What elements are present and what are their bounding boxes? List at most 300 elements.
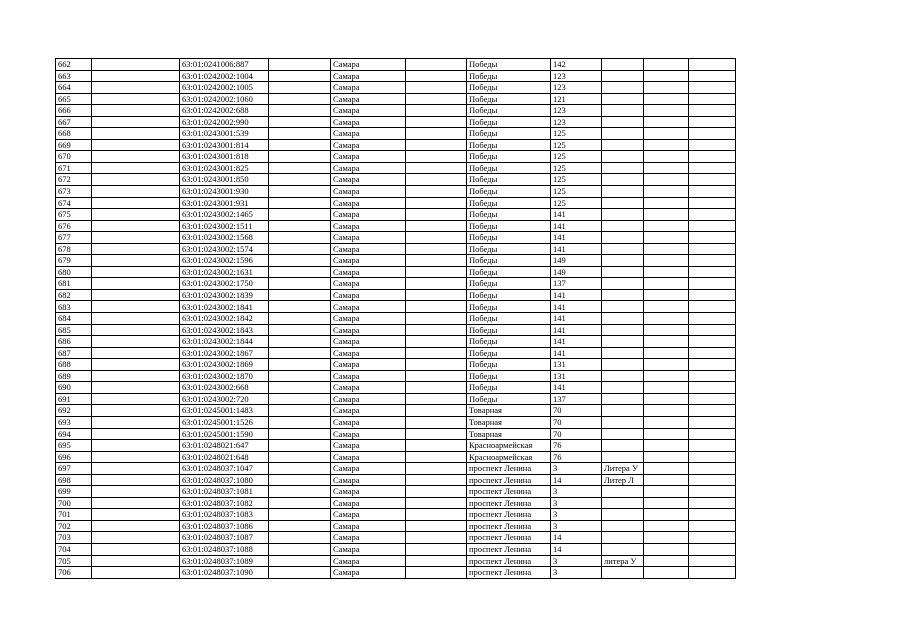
row-number-cell: 676 — [56, 220, 92, 232]
cadastral-number-cell: 63:01:0248037:1080 — [180, 474, 269, 486]
col-b-cell — [92, 128, 180, 140]
cadastral-number-cell: 63:01:0243002:1511 — [180, 220, 269, 232]
cadastral-number-cell: 63:01:0242002:1004 — [180, 70, 269, 82]
col-b-cell — [92, 255, 180, 267]
cadastral-number-cell: 63:01:0243001:814 — [180, 139, 269, 151]
street-cell: проспект Ленина — [467, 567, 551, 579]
col-d-cell — [269, 301, 331, 313]
col-j-cell — [644, 82, 689, 94]
house-number-cell: 131 — [551, 359, 602, 371]
table-row — [56, 486, 736, 498]
col-f-cell — [406, 474, 467, 486]
col-b-cell — [92, 509, 180, 521]
row-number-cell: 700 — [56, 497, 92, 509]
col-k-cell — [689, 278, 736, 290]
street-cell: Победы — [467, 313, 551, 325]
row-number-cell: 668 — [56, 128, 92, 140]
col-b-cell — [92, 405, 180, 417]
row-number-cell: 702 — [56, 520, 92, 532]
street-cell: Победы — [467, 139, 551, 151]
col-k-cell — [689, 520, 736, 532]
cadastral-number-cell: 63:01:0243002:720 — [180, 393, 269, 405]
city-cell: Самара — [331, 151, 406, 163]
cadastral-number-cell: 63:01:0242002:1005 — [180, 82, 269, 94]
street-cell: Победы — [467, 278, 551, 290]
city-cell: Самара — [331, 162, 406, 174]
city-cell: Самара — [331, 139, 406, 151]
city-cell: Самара — [331, 324, 406, 336]
street-cell: Товарная — [467, 428, 551, 440]
cadastral-number-cell: 63:01:0248021:648 — [180, 451, 269, 463]
table-row — [56, 220, 736, 232]
table-row — [56, 474, 736, 486]
col-k-cell — [689, 116, 736, 128]
cadastral-number-cell: 63:01:0243002:1596 — [180, 255, 269, 267]
col-d-cell — [269, 451, 331, 463]
house-number-cell: 141 — [551, 336, 602, 348]
col-b-cell — [92, 174, 180, 186]
col-b-cell — [92, 451, 180, 463]
col-j-cell — [644, 174, 689, 186]
col-f-cell — [406, 532, 467, 544]
col-b-cell — [92, 336, 180, 348]
col-k-cell — [689, 463, 736, 475]
city-cell: Самара — [331, 70, 406, 82]
cadastral-number-cell: 63:01:0248037:1081 — [180, 486, 269, 498]
col-b-cell — [92, 105, 180, 117]
house-number-cell: 125 — [551, 197, 602, 209]
building-letter-cell — [602, 105, 644, 117]
col-k-cell — [689, 162, 736, 174]
house-number-cell: 141 — [551, 301, 602, 313]
col-b-cell — [92, 486, 180, 498]
street-cell: проспект Ленина — [467, 474, 551, 486]
col-b-cell — [92, 370, 180, 382]
street-cell: Победы — [467, 105, 551, 117]
col-f-cell — [406, 440, 467, 452]
city-cell: Самара — [331, 59, 406, 71]
col-d-cell — [269, 532, 331, 544]
street-cell: Победы — [467, 220, 551, 232]
house-number-cell: 3 — [551, 520, 602, 532]
city-cell: Самара — [331, 82, 406, 94]
col-d-cell — [269, 232, 331, 244]
row-number-cell: 693 — [56, 416, 92, 428]
table-row — [56, 336, 736, 348]
col-b-cell — [92, 555, 180, 567]
col-j-cell — [644, 162, 689, 174]
col-j-cell — [644, 347, 689, 359]
row-number-cell: 665 — [56, 93, 92, 105]
col-k-cell — [689, 220, 736, 232]
col-f-cell — [406, 463, 467, 475]
col-j-cell — [644, 324, 689, 336]
col-f-cell — [406, 555, 467, 567]
col-f-cell — [406, 382, 467, 394]
house-number-cell: 3 — [551, 463, 602, 475]
col-k-cell — [689, 324, 736, 336]
col-j-cell — [644, 266, 689, 278]
col-f-cell — [406, 220, 467, 232]
col-k-cell — [689, 139, 736, 151]
col-j-cell — [644, 555, 689, 567]
table-row — [56, 82, 736, 94]
house-number-cell: 142 — [551, 59, 602, 71]
building-letter-cell — [602, 232, 644, 244]
building-letter-cell — [602, 174, 644, 186]
col-k-cell — [689, 428, 736, 440]
city-cell: Самара — [331, 105, 406, 117]
col-f-cell — [406, 186, 467, 198]
col-d-cell — [269, 405, 331, 417]
house-number-cell: 141 — [551, 243, 602, 255]
col-f-cell — [406, 359, 467, 371]
col-d-cell — [269, 313, 331, 325]
col-b-cell — [92, 567, 180, 579]
cadastral-number-cell: 63:01:0243002:1869 — [180, 359, 269, 371]
col-k-cell — [689, 289, 736, 301]
house-number-cell: 149 — [551, 255, 602, 267]
building-letter-cell — [602, 116, 644, 128]
building-letter-cell — [602, 382, 644, 394]
cadastral-number-cell: 63:01:0243001:825 — [180, 162, 269, 174]
building-letter-cell — [602, 416, 644, 428]
building-letter-cell — [602, 93, 644, 105]
street-cell: Победы — [467, 382, 551, 394]
house-number-cell: 14 — [551, 474, 602, 486]
street-cell: Победы — [467, 209, 551, 221]
house-number-cell: 141 — [551, 232, 602, 244]
col-j-cell — [644, 405, 689, 417]
col-b-cell — [92, 209, 180, 221]
street-cell: Победы — [467, 174, 551, 186]
row-number-cell: 679 — [56, 255, 92, 267]
col-b-cell — [92, 497, 180, 509]
street-cell: Победы — [467, 151, 551, 163]
row-number-cell: 689 — [56, 370, 92, 382]
cadastral-number-cell: 63:01:0245001:1590 — [180, 428, 269, 440]
city-cell: Самара — [331, 255, 406, 267]
city-cell: Самара — [331, 209, 406, 221]
cadastral-number-cell: 63:01:0248021:647 — [180, 440, 269, 452]
house-number-cell: 141 — [551, 382, 602, 394]
col-k-cell — [689, 497, 736, 509]
house-number-cell: 149 — [551, 266, 602, 278]
col-f-cell — [406, 70, 467, 82]
col-d-cell — [269, 162, 331, 174]
city-cell: Самара — [331, 197, 406, 209]
table-row — [56, 139, 736, 151]
city-cell: Самара — [331, 463, 406, 475]
col-b-cell — [92, 416, 180, 428]
building-letter-cell — [602, 186, 644, 198]
city-cell: Самара — [331, 243, 406, 255]
col-k-cell — [689, 370, 736, 382]
row-number-cell: 703 — [56, 532, 92, 544]
table-row — [56, 174, 736, 186]
cadastral-number-cell: 63:01:0243002:1870 — [180, 370, 269, 382]
table-row — [56, 59, 736, 71]
row-number-cell: 681 — [56, 278, 92, 290]
row-number-cell: 670 — [56, 151, 92, 163]
col-j-cell — [644, 289, 689, 301]
street-cell: Победы — [467, 116, 551, 128]
col-j-cell — [644, 255, 689, 267]
cadastral-number-cell: 63:01:0243002:1843 — [180, 324, 269, 336]
col-f-cell — [406, 336, 467, 348]
building-letter-cell — [602, 428, 644, 440]
col-k-cell — [689, 567, 736, 579]
building-letter-cell — [602, 359, 644, 371]
city-cell: Самара — [331, 232, 406, 244]
cadastral-number-cell: 63:01:0243002:1867 — [180, 347, 269, 359]
row-number-cell: 672 — [56, 174, 92, 186]
col-b-cell — [92, 116, 180, 128]
cadastral-number-cell: 63:01:0243002:1844 — [180, 336, 269, 348]
col-k-cell — [689, 186, 736, 198]
col-k-cell — [689, 474, 736, 486]
col-d-cell — [269, 209, 331, 221]
city-cell: Самара — [331, 393, 406, 405]
city-cell: Самара — [331, 567, 406, 579]
table-row — [56, 497, 736, 509]
table-row — [56, 186, 736, 198]
col-f-cell — [406, 116, 467, 128]
city-cell: Самара — [331, 497, 406, 509]
row-number-cell: 686 — [56, 336, 92, 348]
cadastral-number-cell: 63:01:0243001:818 — [180, 151, 269, 163]
table-row — [56, 116, 736, 128]
street-cell: Победы — [467, 359, 551, 371]
table-row — [56, 428, 736, 440]
col-k-cell — [689, 93, 736, 105]
cadastral-number-cell: 63:01:0242002:1060 — [180, 93, 269, 105]
building-letter-cell — [602, 70, 644, 82]
col-d-cell — [269, 151, 331, 163]
col-d-cell — [269, 416, 331, 428]
col-d-cell — [269, 497, 331, 509]
table-row — [56, 463, 736, 475]
col-b-cell — [92, 162, 180, 174]
col-k-cell — [689, 59, 736, 71]
city-cell: Самара — [331, 301, 406, 313]
col-f-cell — [406, 313, 467, 325]
row-number-cell: 691 — [56, 393, 92, 405]
col-f-cell — [406, 301, 467, 313]
table-row — [56, 405, 736, 417]
building-letter-cell — [602, 128, 644, 140]
col-d-cell — [269, 139, 331, 151]
table-row — [56, 278, 736, 290]
col-d-cell — [269, 174, 331, 186]
building-letter-cell — [602, 243, 644, 255]
city-cell: Самара — [331, 336, 406, 348]
col-f-cell — [406, 93, 467, 105]
col-k-cell — [689, 82, 736, 94]
col-f-cell — [406, 497, 467, 509]
col-b-cell — [92, 139, 180, 151]
col-d-cell — [269, 278, 331, 290]
street-cell: Победы — [467, 301, 551, 313]
house-number-cell: 125 — [551, 128, 602, 140]
table-row — [56, 93, 736, 105]
house-number-cell: 3 — [551, 497, 602, 509]
row-number-cell: 677 — [56, 232, 92, 244]
col-j-cell — [644, 151, 689, 163]
col-b-cell — [92, 440, 180, 452]
street-cell: Победы — [467, 59, 551, 71]
col-k-cell — [689, 70, 736, 82]
street-cell: проспект Ленина — [467, 555, 551, 567]
cadastral-number-cell: 63:01:0242002:990 — [180, 116, 269, 128]
row-number-cell: 683 — [56, 301, 92, 313]
street-cell: проспект Ленина — [467, 543, 551, 555]
col-j-cell — [644, 440, 689, 452]
col-k-cell — [689, 555, 736, 567]
col-d-cell — [269, 393, 331, 405]
col-f-cell — [406, 347, 467, 359]
col-k-cell — [689, 486, 736, 498]
house-number-cell: 131 — [551, 370, 602, 382]
col-j-cell — [644, 382, 689, 394]
city-cell: Самара — [331, 289, 406, 301]
street-cell: проспект Ленина — [467, 509, 551, 521]
house-number-cell: 14 — [551, 532, 602, 544]
col-b-cell — [92, 151, 180, 163]
row-number-cell: 666 — [56, 105, 92, 117]
city-cell: Самара — [331, 440, 406, 452]
city-cell: Самара — [331, 128, 406, 140]
col-j-cell — [644, 336, 689, 348]
col-j-cell — [644, 451, 689, 463]
col-d-cell — [269, 336, 331, 348]
col-j-cell — [644, 497, 689, 509]
col-d-cell — [269, 543, 331, 555]
col-j-cell — [644, 197, 689, 209]
col-f-cell — [406, 209, 467, 221]
col-j-cell — [644, 232, 689, 244]
street-cell: Красноармейская — [467, 440, 551, 452]
cadastral-number-cell: 63:01:0248037:1083 — [180, 509, 269, 521]
row-number-cell: 697 — [56, 463, 92, 475]
city-cell: Самара — [331, 93, 406, 105]
col-k-cell — [689, 255, 736, 267]
city-cell: Самара — [331, 474, 406, 486]
city-cell: Самара — [331, 520, 406, 532]
row-number-cell: 701 — [56, 509, 92, 521]
table-row — [56, 416, 736, 428]
row-number-cell: 671 — [56, 162, 92, 174]
col-j-cell — [644, 70, 689, 82]
street-cell: Победы — [467, 186, 551, 198]
col-j-cell — [644, 509, 689, 521]
house-number-cell: 3 — [551, 567, 602, 579]
city-cell: Самара — [331, 509, 406, 521]
row-number-cell: 675 — [56, 209, 92, 221]
table-body — [56, 59, 736, 579]
house-number-cell: 137 — [551, 393, 602, 405]
city-cell: Самара — [331, 451, 406, 463]
col-j-cell — [644, 313, 689, 325]
row-number-cell: 694 — [56, 428, 92, 440]
col-k-cell — [689, 416, 736, 428]
table-row — [56, 393, 736, 405]
col-f-cell — [406, 59, 467, 71]
col-j-cell — [644, 416, 689, 428]
col-b-cell — [92, 463, 180, 475]
col-d-cell — [269, 105, 331, 117]
street-cell: проспект Ленина — [467, 532, 551, 544]
col-f-cell — [406, 255, 467, 267]
col-d-cell — [269, 82, 331, 94]
city-cell: Самара — [331, 359, 406, 371]
col-k-cell — [689, 393, 736, 405]
building-letter-cell — [602, 59, 644, 71]
building-letter-cell — [602, 266, 644, 278]
col-b-cell — [92, 347, 180, 359]
cadastral-number-cell: 63:01:0243002:1842 — [180, 313, 269, 325]
city-cell: Самара — [331, 532, 406, 544]
col-f-cell — [406, 139, 467, 151]
building-letter-cell — [602, 278, 644, 290]
row-number-cell: 706 — [56, 567, 92, 579]
col-b-cell — [92, 359, 180, 371]
city-cell: Самара — [331, 220, 406, 232]
city-cell: Самара — [331, 370, 406, 382]
house-number-cell: 76 — [551, 440, 602, 452]
col-f-cell — [406, 105, 467, 117]
col-b-cell — [92, 82, 180, 94]
table-row — [56, 532, 736, 544]
table-row — [56, 370, 736, 382]
col-b-cell — [92, 232, 180, 244]
table-row — [56, 555, 736, 567]
row-number-cell: 669 — [56, 139, 92, 151]
building-letter-cell: Литер Л — [602, 474, 644, 486]
row-number-cell: 688 — [56, 359, 92, 371]
building-letter-cell — [602, 139, 644, 151]
col-f-cell — [406, 567, 467, 579]
table-row — [56, 197, 736, 209]
row-number-cell: 699 — [56, 486, 92, 498]
col-d-cell — [269, 128, 331, 140]
row-number-cell: 696 — [56, 451, 92, 463]
building-letter-cell — [602, 255, 644, 267]
col-d-cell — [269, 359, 331, 371]
col-b-cell — [92, 93, 180, 105]
street-cell: проспект Ленина — [467, 463, 551, 475]
city-cell: Самара — [331, 266, 406, 278]
col-b-cell — [92, 301, 180, 313]
table-row — [56, 128, 736, 140]
col-k-cell — [689, 105, 736, 117]
col-j-cell — [644, 428, 689, 440]
col-d-cell — [269, 93, 331, 105]
house-number-cell: 3 — [551, 509, 602, 521]
street-cell: проспект Ленина — [467, 497, 551, 509]
building-letter-cell — [602, 209, 644, 221]
col-k-cell — [689, 301, 736, 313]
building-letter-cell — [602, 509, 644, 521]
table-row — [56, 382, 736, 394]
cadastral-number-cell: 63:01:0243002:1574 — [180, 243, 269, 255]
col-k-cell — [689, 509, 736, 521]
house-number-cell: 137 — [551, 278, 602, 290]
table-row — [56, 232, 736, 244]
street-cell: Победы — [467, 82, 551, 94]
table-row — [56, 301, 736, 313]
table-row — [56, 105, 736, 117]
